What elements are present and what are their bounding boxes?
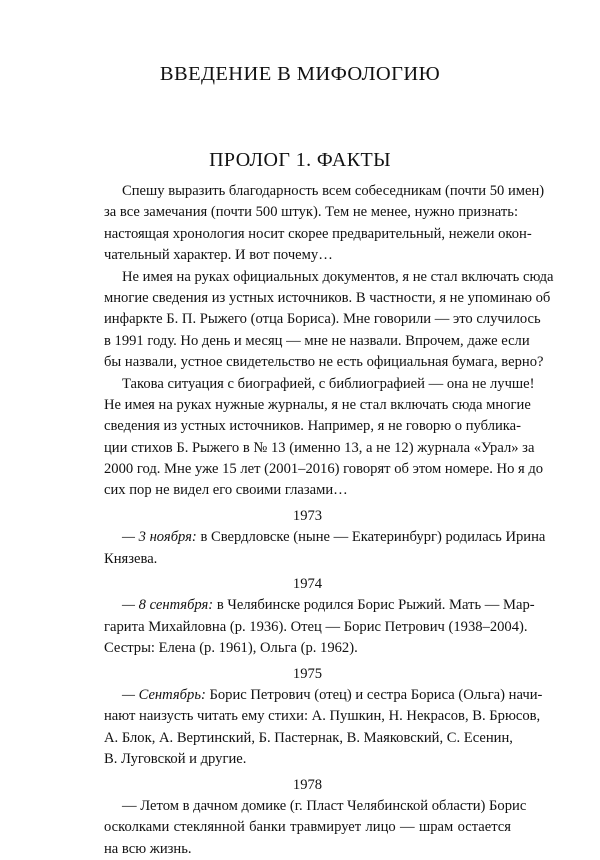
text-line: 2000 год. Мне уже 15 лет (2001–2016) говорят об этом номере. Но я до <box>104 461 544 478</box>
chronology-entry <box>104 506 546 570</box>
text-line <box>104 595 535 616</box>
text-line <box>104 685 543 706</box>
chapter-title: ПРОЛОГ 1. ФАКТЫ <box>209 149 391 171</box>
paragraph <box>104 181 545 267</box>
year-heading: 1975 <box>292 665 323 682</box>
text-line: осколками стеклянной банки травмирует лицо — шрам остается <box>104 819 511 836</box>
text-line: Не имея на руках официальных документов, я не стал включать сюда <box>122 268 554 285</box>
text-body <box>104 181 554 860</box>
book-title: ВВЕДЕНИЕ В МИФОЛОГИЮ <box>159 63 441 85</box>
text-line: Такова ситуация с биографией, с библиографией — она не лучше! <box>122 375 535 392</box>
entry-date: — 8 сентября: <box>122 597 214 614</box>
year-heading: 1974 <box>292 576 323 593</box>
paragraph <box>104 374 544 502</box>
text-line: сих пор не видел его своими глазами… <box>104 482 348 499</box>
text-line: гарита Михайловна (р. 1936). Отец — Борис Петрович (1938–2004). <box>104 618 528 635</box>
text-line: нают наизусть читать ему стихи: А. Пушкин, Н. Некрасов, В. Брюсов, <box>104 708 541 725</box>
text-line: на всю жизнь. <box>104 840 192 857</box>
text-line: за все замечания (почти 500 штук). Тем не менее, нужно признать: <box>104 204 518 221</box>
chronology-entry <box>104 664 543 771</box>
chronology-entry <box>104 775 527 860</box>
year-heading: 1973 <box>292 507 323 524</box>
text-line: чательный характер. И вот почему… <box>104 247 333 264</box>
text-line: инфаркте Б. П. Рыжего (отца Бориса). Мне говорили — это случилось <box>104 311 541 328</box>
text-line: Спешу выразить благодарность всем собеседникам (почти 50 имен) <box>122 183 545 199</box>
text-line: бы назвали, устное свидетельство не есть официальная бумага, верно? <box>104 354 544 371</box>
entry-text: Борис Петрович (отец) и сестра Бориса (Ольга) начи- <box>205 686 543 703</box>
text-line: Князева. <box>104 550 158 567</box>
paragraph <box>104 267 554 374</box>
entry-text: в Свердловске (ныне — Екатеринбург) родилась Ирина <box>196 529 546 546</box>
text-line: многие сведения из устных источников. В частности, я не упоминаю об <box>104 289 551 306</box>
entry-text: — Летом в дачном домике (г. Пласт Челябинской области) Борис <box>122 797 527 814</box>
entry-text: в Челябинске родился Борис Рыжий. Мать — Мар- <box>213 597 535 614</box>
text-line: сведения из устных источников. Например, я не говорю о публика- <box>104 418 521 435</box>
text-line <box>104 527 546 548</box>
year-heading: 1978 <box>292 776 323 793</box>
text-line: Сестры: Елена (р. 1961), Ольга (р. 1962). <box>104 640 358 657</box>
entry-date: — Сентябрь: <box>122 686 206 703</box>
text-line: ции стихов Б. Рыжего в № 13 (именно 13, а не 12) журнала «Урал» за <box>104 439 535 456</box>
entry-date: — 3 ноября: <box>122 529 197 546</box>
text-line: Не имея на руках нужные журналы, я не стал включать сюда многие <box>104 396 531 413</box>
text-line: В. Луговской и другие. <box>104 751 247 768</box>
text-line: настоящая хронология носит скорее предварительный, нежели окон- <box>104 225 532 242</box>
chronology-entry <box>104 574 535 660</box>
text-line <box>104 796 527 817</box>
text-line: в 1991 году. Но день и месяц — мне не назвали. Впрочем, даже если <box>104 332 530 349</box>
text-line: А. Блок, А. Вертинский, Б. Пастернак, В. Маяковский, С. Есенин, <box>104 729 513 746</box>
